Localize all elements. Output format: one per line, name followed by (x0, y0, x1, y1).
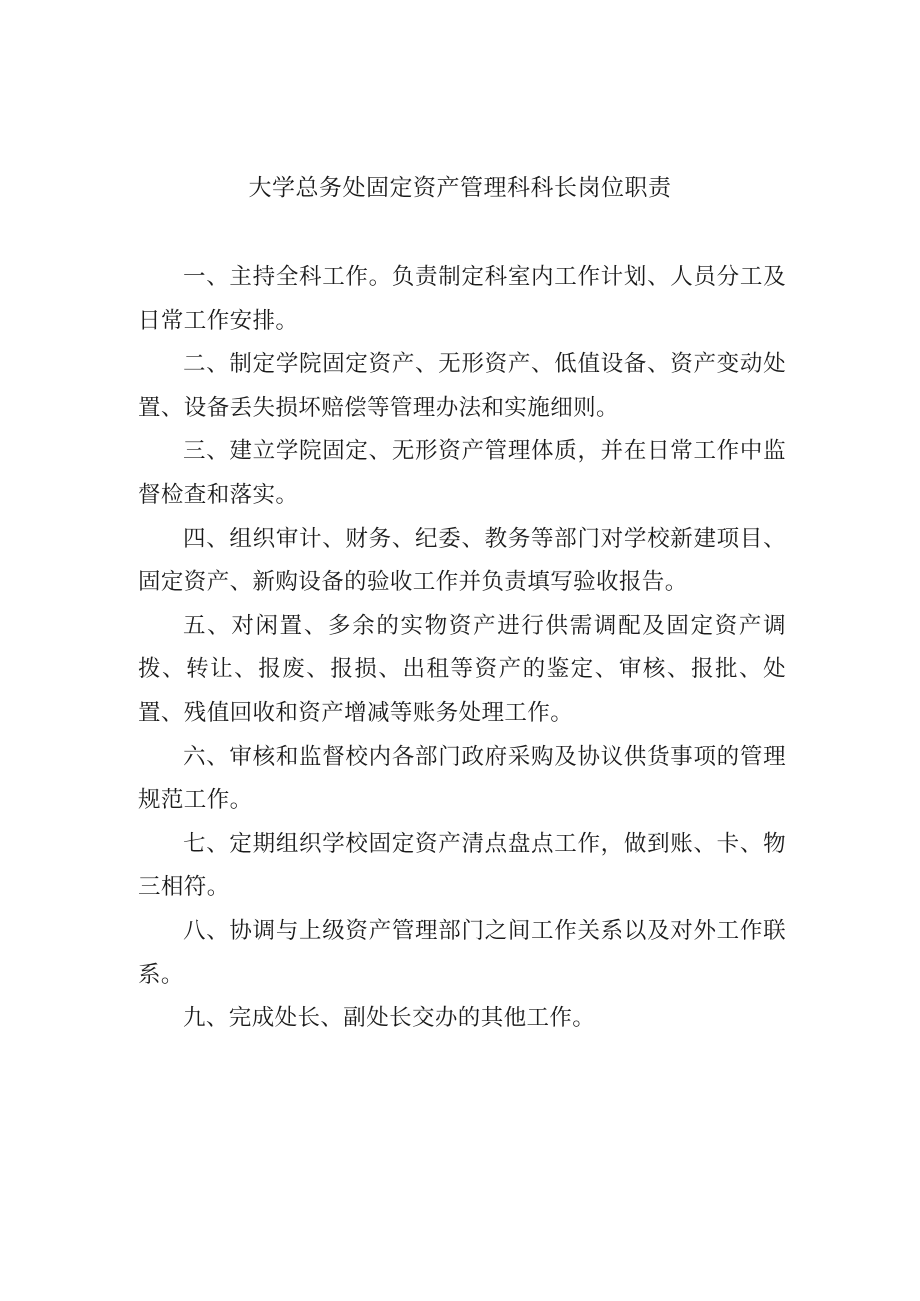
duty-item-5: 五、对闲置、多余的实物资产进行供需调配及固定资产调拨、转让、报废、报损、出租等资产的鉴定、审核、报批、处置、残值回收和资产增减等账务处理工作。 (138, 612, 786, 726)
duty-item-9: 九、完成处长、副处长交办的其他工作。 (183, 1005, 596, 1032)
duty-item-4: 四、组织审计、财务、纪委、教务等部门对学校新建项目、固定资产、新购设备的验收工作并负责填写验收报告。 (138, 525, 786, 596)
duty-item-2: 二、制定学院固定资产、无形资产、低值设备、资产变动处置、设备丢失损坏赔偿等管理办法和实施细则。 (138, 351, 786, 421)
document-title: 大学总务处固定资产管理科科长岗位职责 (248, 175, 672, 201)
document-body (138, 256, 786, 1041)
duty-item-7: 七、定期组织学校固定资产清点盘点工作，做到账、卡、物三相符。 (138, 830, 786, 901)
duty-item-8: 八、协调与上级资产管理部门之间工作关系以及对外工作联系。 (138, 917, 786, 988)
duty-item-1: 一、主持全科工作。负责制定科室内工作计划、人员分工及日常工作安排。 (138, 264, 786, 334)
duty-item-6: 六、审核和监督校内各部门政府采购及协议供货事项的管理规范工作。 (138, 743, 786, 814)
duty-item-3: 三、建立学院固定、无形资产管理体质，并在日常工作中监督检查和落实。 (138, 438, 786, 508)
